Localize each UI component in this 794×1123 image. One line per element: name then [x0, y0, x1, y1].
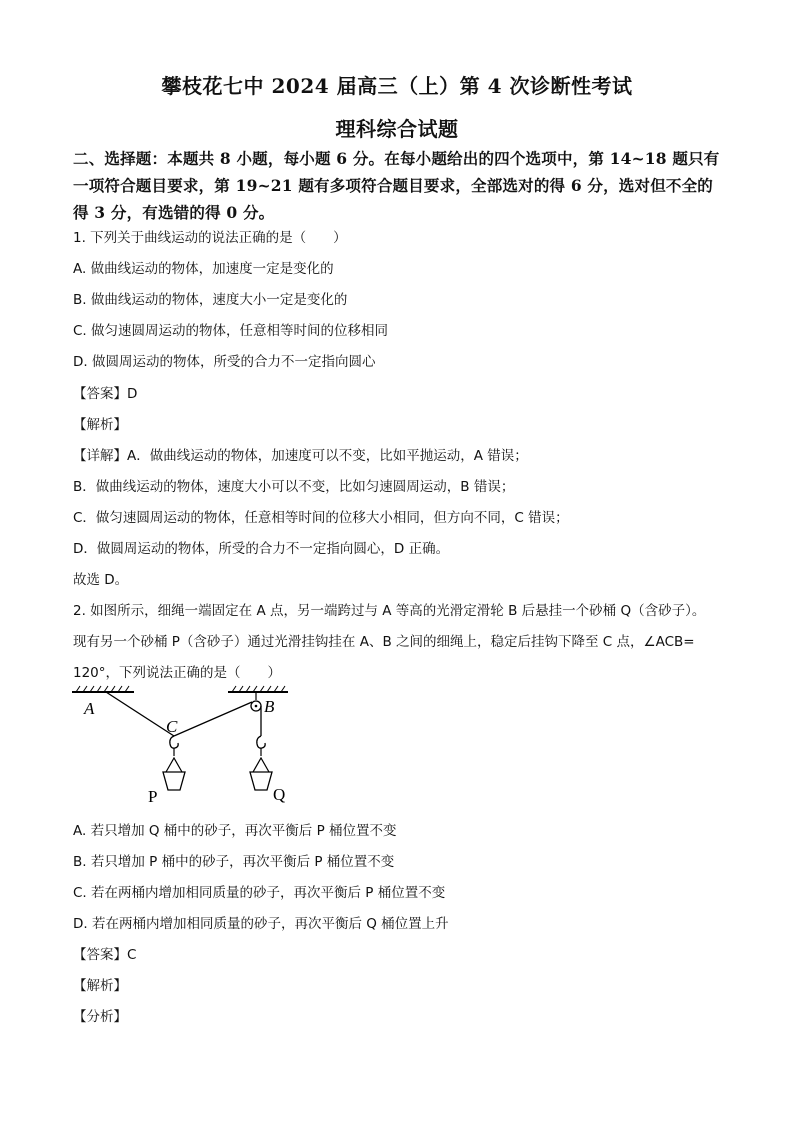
question-2-answer: 【答案】C	[73, 947, 137, 963]
rope-cb	[174, 702, 252, 736]
bucket-q	[250, 772, 272, 790]
pulley-axle	[255, 705, 258, 708]
question-2-stem-line-2: 现有另一个砂桶 P（含砂子）通过光滑挂钩挂在 A、B 之间的细绳上，稳定后挂钩下降至 C 点，∠ACB=	[73, 634, 695, 650]
page-title: 攀枝花七中 2024 届高三（上）第 4 次诊断性考试	[161, 74, 633, 98]
question-1-detail-b: B．做曲线运动的物体，速度大小可以不变，比如匀速圆周运动，B 错误；	[73, 479, 515, 495]
question-1-option-a: A. 做曲线运动的物体，加速度一定是变化的	[73, 261, 334, 277]
rope-ac	[106, 692, 174, 736]
question-2-analysis-label: 【解析】	[73, 978, 127, 994]
question-1-option-c: C. 做匀速圆周运动的物体，任意相等时间的位移相同	[73, 323, 389, 339]
question-1-detail-d: D．做圆周运动的物体，所受的合力不一定指向圆心，D 正确。	[73, 541, 450, 557]
question-1-option-d: D. 做圆周运动的物体，所受的合力不一定指向圆心	[73, 354, 376, 370]
section-instructions: 二、选择题：本题共 8 小题，每小题 6 分。在每小题给出的四个选项中，第 14~18 题只有一项符合题目要求，第 19~21 题有多项符合题目要求，全部选对的得 6 分，选对但不全的得 3 分，有选错的得 0 分。	[73, 149, 720, 222]
label-a: A	[84, 699, 95, 718]
label-q: Q	[273, 785, 286, 804]
question-1-option-b: B. 做曲线运动的物体，速度大小一定是变化的	[73, 292, 348, 308]
bucket-q-handle	[253, 758, 269, 772]
question-2-option-d: D. 若在两桶内增加相同质量的砂子，再次平衡后 Q 桶位置上升	[73, 916, 449, 932]
hook-c	[170, 736, 178, 748]
pulley-diagram	[66, 680, 306, 810]
label-c: C	[166, 717, 178, 736]
question-2-stem-line-3: 120°，下列说法正确的是（ ）	[73, 665, 282, 681]
question-2-stem-line-1: 2. 如图所示，细绳一端固定在 A 点，另一端跨过与 A 等高的光滑定滑轮 B 后悬挂一个砂桶 Q（含砂子）。	[73, 603, 706, 619]
question-1-detail-a: 【详解】A．做曲线运动的物体，加速度可以不变，比如平抛运动，A 错误；	[73, 448, 528, 464]
question-1-conclusion: 故选 D。	[73, 572, 129, 588]
hook-q	[257, 736, 265, 748]
question-1-stem: 1. 下列关于曲线运动的说法正确的是（ ）	[73, 230, 347, 246]
question-2-option-a: A. 若只增加 Q 桶中的砂子，再次平衡后 P 桶位置不变	[73, 823, 397, 839]
question-2-option-c: C. 若在两桶内增加相同质量的砂子，再次平衡后 P 桶位置不变	[73, 885, 446, 901]
label-p: P	[148, 787, 158, 806]
question-1-answer: 【答案】D	[73, 386, 138, 402]
bucket-p-handle	[166, 758, 182, 772]
page-subtitle: 理科综合试题	[335, 117, 459, 141]
question-2-option-b: B. 若只增加 P 桶中的砂子，再次平衡后 P 桶位置不变	[73, 854, 395, 870]
question-2-fenxi-label: 【分析】	[73, 1009, 127, 1025]
question-1-analysis-label: 【解析】	[73, 417, 127, 433]
question-1-detail-c: C．做匀速圆周运动的物体，任意相等时间的位移大小相同，但方向不同，C 错误；	[73, 510, 569, 526]
bucket-p	[163, 772, 185, 790]
label-b: B	[264, 697, 275, 716]
